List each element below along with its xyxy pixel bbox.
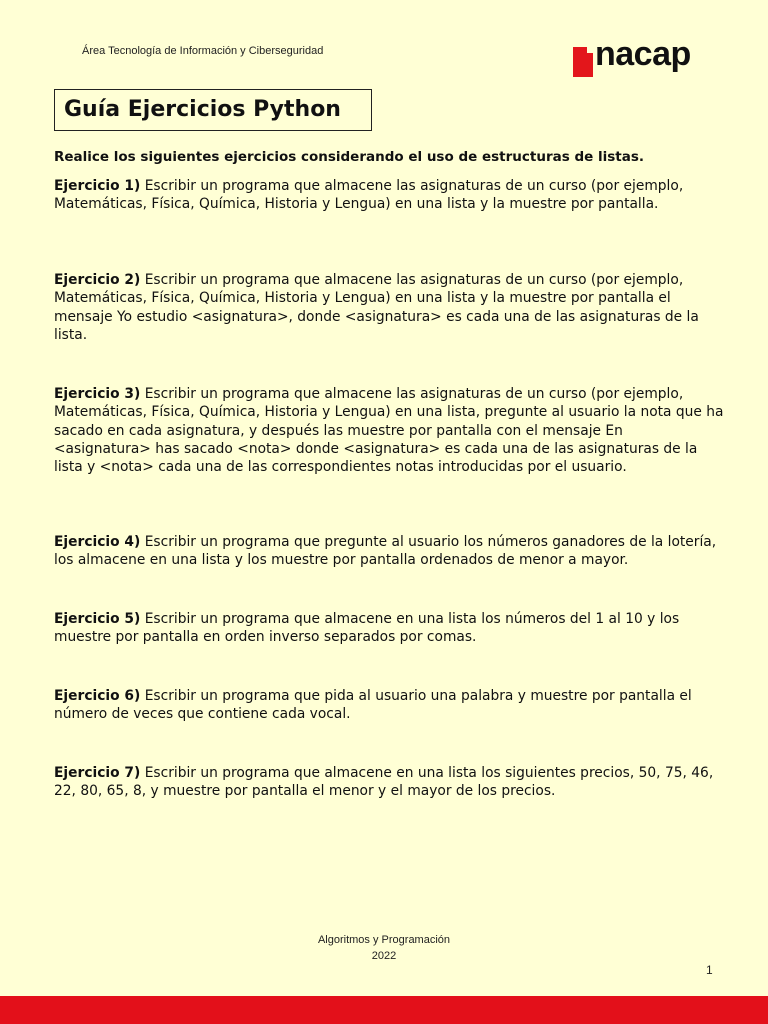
page-title: Guía Ejercicios Python	[64, 97, 341, 122]
exercise-label: Ejercicio 3)	[54, 386, 141, 402]
logo-mark-icon	[573, 47, 593, 77]
exercise-text: Escribir un programa que pida al usuario una palabra y muestre por pantalla el número de veces que contiene cada vocal.	[54, 688, 692, 723]
footer-course	[0, 932, 768, 964]
exercise-label: Ejercicio 7)	[54, 765, 141, 781]
exercise-7	[54, 764, 724, 801]
exercise-3	[54, 385, 724, 476]
exercise-text: Escribir un programa que almacene las asignaturas de un curso (por ejemplo, Matemáticas, Física, Química, Historia y Lengua) en una lista y la muestre por pantalla.	[54, 178, 684, 213]
footer-course-name: Algoritmos y Programación	[317, 934, 451, 946]
title-box	[54, 89, 372, 131]
exercise-1	[54, 177, 724, 214]
instruction-text: Realice los siguientes ejercicios considerando el uso de estructuras de listas.	[54, 149, 644, 165]
exercise-label: Ejercicio 4)	[54, 534, 141, 550]
exercise-text: Escribir un programa que almacene las asignaturas de un curso (por ejemplo, Matemáticas, Física, Química, Historia y Lengua) en una lista, pregunte al usuario la nota que ha sacado en cada asignatura, y después las muestre por pantalla con el mensaje En <asignatura> has sacado <nota> donde <asignatura> es cada una de las asignaturas de la lista y <nota> cada una de las correspondientes notas introducidas por el usuario.	[54, 386, 724, 476]
header-area-text: Área Tecnología de Información y Ciberseguridad	[82, 45, 324, 57]
exercise-text: Escribir un programa que almacene en una lista los números del 1 al 10 y los muestre por pantalla en orden inverso separados por comas.	[54, 611, 680, 646]
inacap-logo	[573, 35, 713, 88]
logo-text: nacap	[595, 35, 691, 73]
footer-red-bar	[0, 996, 768, 1024]
exercise-text: Escribir un programa que almacene las asignaturas de un curso (por ejemplo, Matemáticas, Física, Química, Historia y Lengua) en una lista y la muestre por pantalla el mensaje Yo estudio <asignatura>, donde <asignatura> es cada una de las asignaturas de la lista.	[54, 272, 699, 343]
exercise-text: Escribir un programa que pregunte al usuario los números ganadores de la lotería, los almacene en una lista y los muestre por pantalla ordenados de menor a mayor.	[54, 534, 717, 569]
exercise-label: Ejercicio 2)	[54, 272, 141, 288]
exercise-label: Ejercicio 1)	[54, 178, 141, 194]
exercise-6	[54, 687, 724, 724]
footer-year: 2022	[371, 950, 397, 962]
exercise-5	[54, 610, 724, 647]
exercise-label: Ejercicio 5)	[54, 611, 141, 627]
page-number: 1	[706, 963, 713, 977]
exercise-label: Ejercicio 6)	[54, 688, 141, 704]
exercise-4	[54, 533, 724, 570]
exercise-2	[54, 271, 724, 344]
exercise-text: Escribir un programa que almacene en una lista los siguientes precios, 50, 75, 46, 22, 80, 65, 8, y muestre por pantalla el menor y el mayor de los precios.	[54, 765, 714, 800]
